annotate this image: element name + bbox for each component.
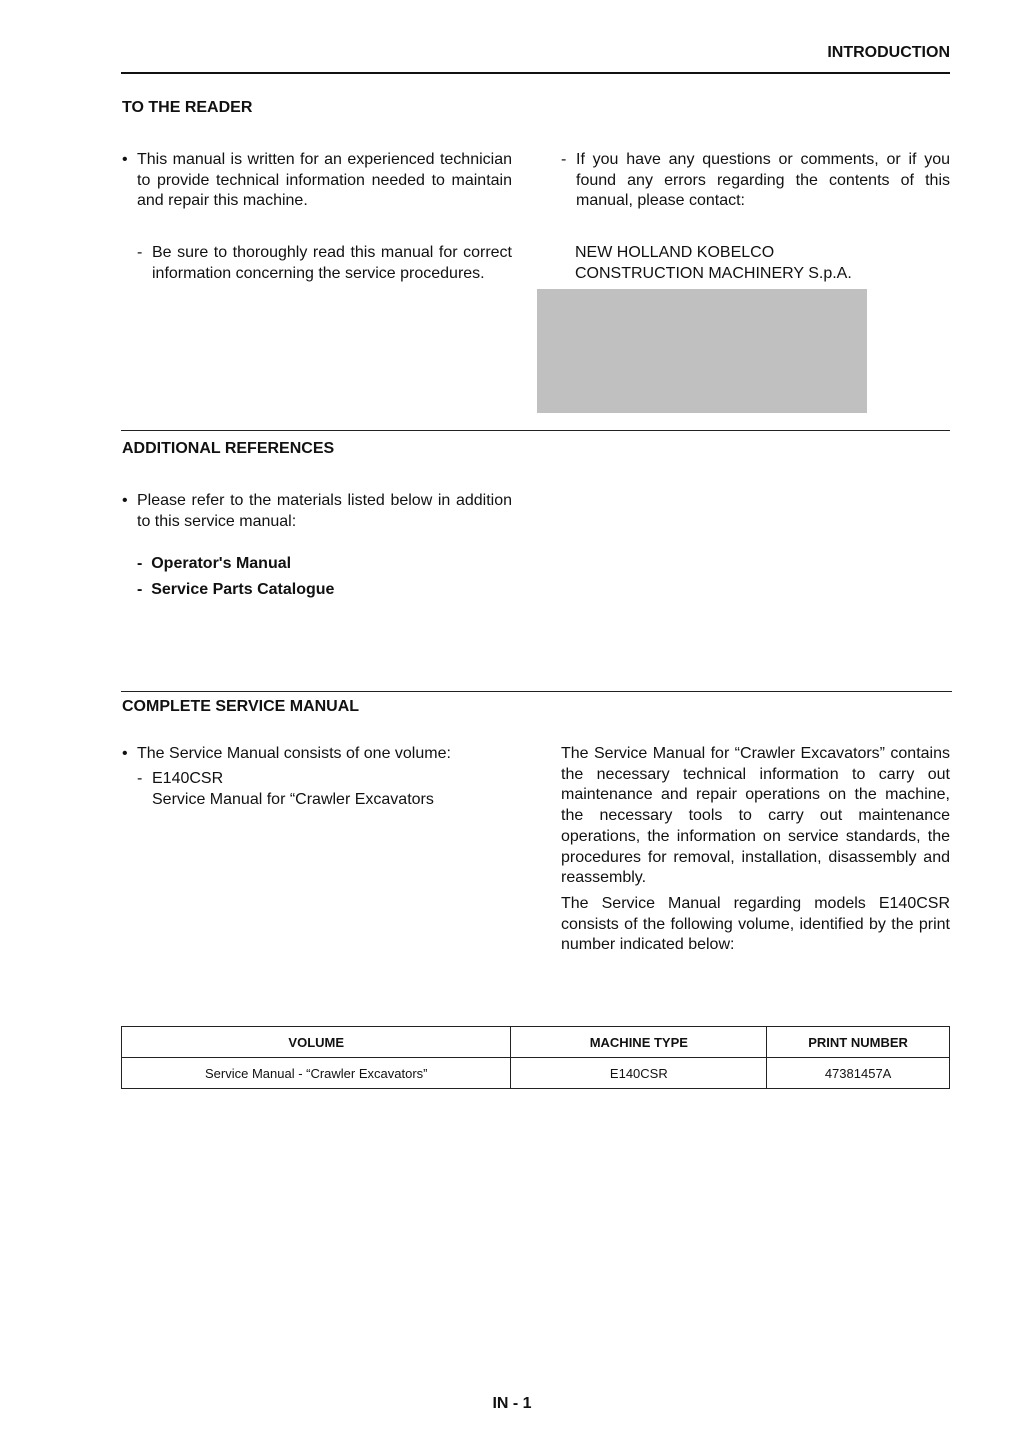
- service-model-desc: Service Manual for “Crawler Excavators: [152, 790, 434, 808]
- redacted-block: [537, 289, 867, 413]
- references-bullet: [122, 491, 512, 532]
- page-number: IN - 1: [492, 1395, 532, 1412]
- section-title-to-the-reader: TO THE READER: [122, 99, 253, 116]
- service-para-2: The Service Manual regarding models E140CSR consists of the following volume, identified by the print number indicated below:: [561, 894, 950, 954]
- reader-dash-1: [137, 243, 512, 284]
- service-bullet-text: The Service Manual consists of one volume:: [137, 745, 451, 762]
- table-cell: 47381457A: [767, 1058, 950, 1089]
- reference-item-label: Service Parts Catalogue: [151, 581, 335, 598]
- reference-item-label: Operator's Manual: [151, 555, 292, 572]
- table-header-cell: MACHINE TYPE: [511, 1027, 767, 1058]
- dash-symbol: -: [561, 151, 567, 168]
- divider-2: [121, 691, 952, 692]
- reference-item-service-parts-catalogue: [137, 581, 334, 599]
- table-cell: E140CSR: [511, 1058, 767, 1089]
- header-rule: [121, 72, 950, 74]
- reader-dash-1-text: Be sure to thoroughly read this manual for correct information concerning the service procedures.: [152, 244, 512, 282]
- section-header: INTRODUCTION: [827, 44, 950, 61]
- reference-item-operators-manual: [137, 555, 291, 573]
- bullet-symbol: •: [122, 492, 128, 509]
- divider-1: [121, 430, 950, 431]
- table-cell: Service Manual - “Crawler Excavators”: [122, 1058, 511, 1089]
- service-description: [561, 744, 950, 956]
- dash-symbol: -: [137, 244, 143, 261]
- volume-table: [121, 1026, 950, 1089]
- table-header-cell: PRINT NUMBER: [767, 1027, 950, 1058]
- reader-dash-2: [561, 150, 950, 212]
- section-title-complete-service-manual: COMPLETE SERVICE MANUAL: [122, 698, 360, 715]
- table-row: [122, 1058, 950, 1089]
- contact-line-2: CONSTRUCTION MACHINERY S.p.A.: [575, 264, 852, 282]
- reader-dash-2-text: If you have any questions or comments, or if you found any errors regarding the contents of this manual, please contact:: [576, 151, 950, 210]
- dash-symbol: -: [137, 770, 143, 787]
- table-header-cell: VOLUME: [122, 1027, 511, 1058]
- references-bullet-text: Please refer to the materials listed below in addition to this service manual:: [137, 492, 512, 530]
- service-model: E140CSR: [152, 770, 224, 787]
- service-para-1: The Service Manual for “Crawler Excavators” contains the necessary technical information to carry out maintenance and repair operations on the machine, the necessary tools to carry out maintenance operations, the information on service standards, the procedures for removal, installation, disassembly and reassembly.: [561, 745, 950, 887]
- section-title-additional-references: ADDITIONAL REFERENCES: [122, 440, 335, 457]
- bullet-symbol: •: [122, 745, 128, 762]
- table-header-row: [122, 1027, 950, 1058]
- service-dash: [137, 769, 522, 810]
- contact-address: [575, 243, 950, 284]
- dash-symbol: -: [137, 555, 143, 572]
- bullet-symbol: •: [122, 151, 128, 168]
- dash-symbol: -: [137, 581, 143, 598]
- contact-line-1: NEW HOLLAND KOBELCO: [575, 244, 775, 261]
- service-bullet: [122, 744, 522, 765]
- reader-bullet-1-text: This manual is written for an experienced technician to provide technical information needed to maintain and repair this machine.: [137, 151, 512, 210]
- reader-bullet-1: [122, 150, 512, 212]
